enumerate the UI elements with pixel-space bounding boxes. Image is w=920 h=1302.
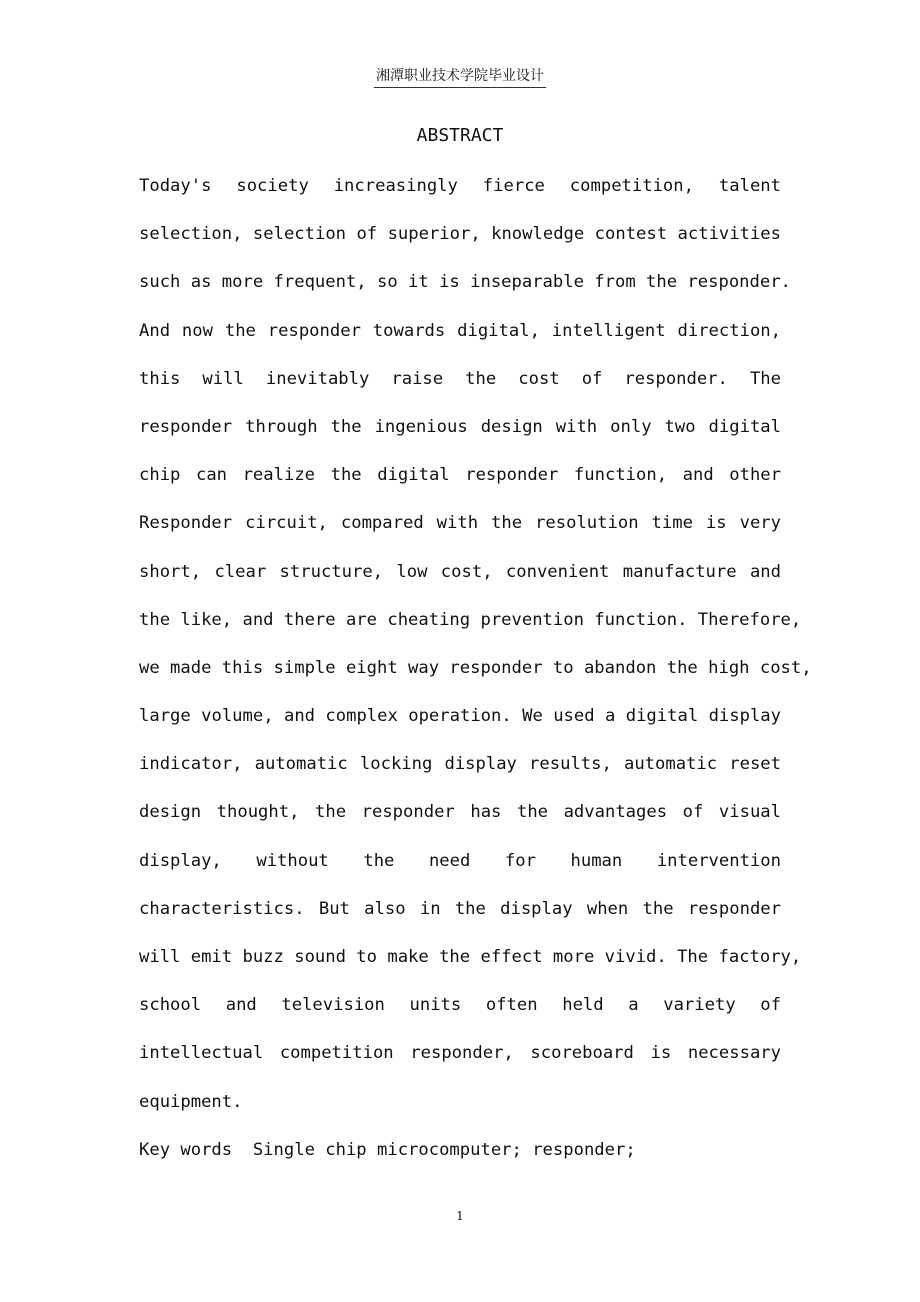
abstract-line: Today's society increasingly fierce competition, talent: [139, 176, 781, 196]
abstract-line: characteristics. But also in the display when the responder: [139, 898, 781, 919]
abstract-line: equipment.: [139, 1091, 243, 1112]
abstract-line: display, without the need for human intervention: [139, 850, 781, 871]
keywords-line: Key words Single chip microcomputer; responder;: [139, 1140, 636, 1160]
abstract-title: ABSTRACT: [416, 125, 504, 146]
page-number: 1: [456, 1209, 464, 1223]
abstract-line: large volume, and complex operation. We used a digital display: [139, 706, 781, 727]
abstract-line: selection, selection of superior, knowledge contest activities: [139, 224, 781, 245]
abstract-line: the like, and there are cheating prevention function. Therefore,: [139, 609, 802, 630]
abstract-line: intellectual competition responder, scoreboard is necessary: [139, 1043, 781, 1064]
abstract-line: chip can realize the digital responder function, and other: [139, 465, 781, 486]
running-header-title: 湘潭职业技术学院毕业设计: [374, 66, 546, 88]
abstract-line: we made this simple eight way responder to abandon the high cost,: [139, 657, 812, 678]
abstract-body: [139, 172, 812, 1136]
abstract-line: short, clear structure, low cost, convenient manufacture and: [139, 561, 781, 582]
abstract-line: design thought, the responder has the advantages of visual: [139, 802, 781, 823]
abstract-line: And now the responder towards digital, intelligent direction,: [139, 320, 781, 341]
abstract-line: school and television units often held a variety of: [139, 995, 781, 1016]
abstract-line: indicator, automatic locking display results, automatic reset: [139, 754, 781, 775]
abstract-line: responder through the ingenious design with only two digital: [139, 416, 781, 437]
abstract-line: this will inevitably raise the cost of responder. The: [139, 368, 781, 389]
abstract-line: Responder circuit, compared with the resolution time is very: [139, 513, 781, 534]
abstract-line: will emit buzz sound to make the effect more vivid. The factory,: [139, 947, 802, 967]
running-header: [0, 66, 920, 88]
abstract-line: such as more frequent, so it is inseparable from the responder.: [139, 272, 791, 293]
